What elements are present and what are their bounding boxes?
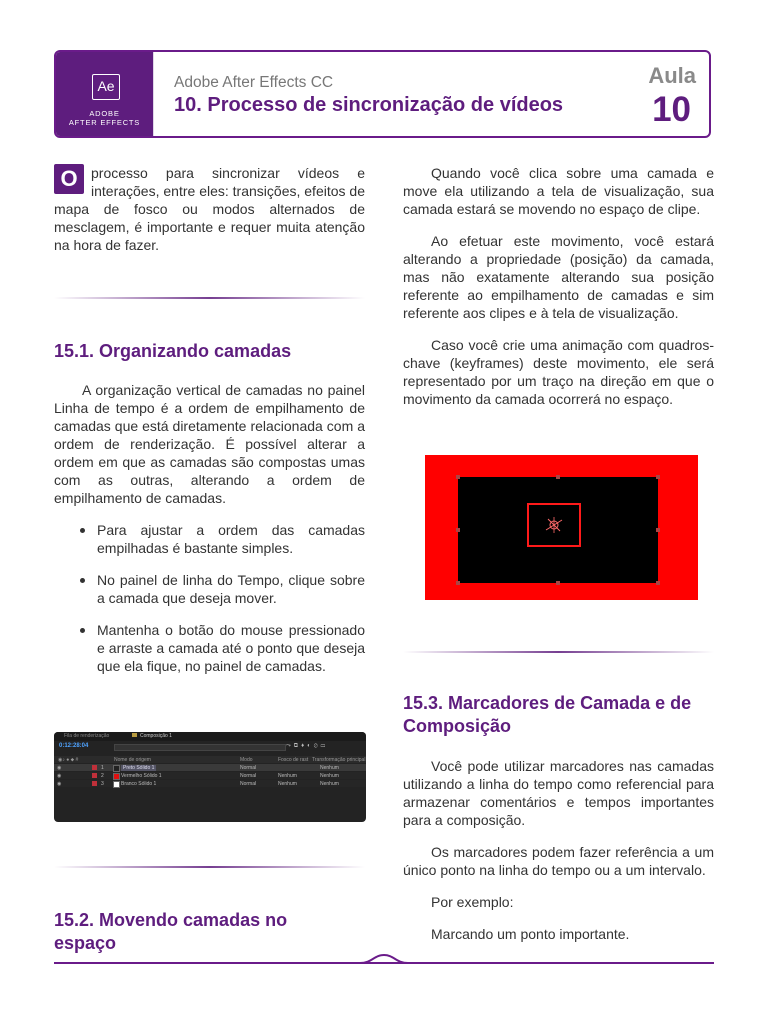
layer-number: 2 [101,773,104,779]
paragraph: Os marcadores podem fazer referência a um único ponto na linha do tempo ou a um intervalo. [403,844,714,878]
section-3-body [403,757,714,943]
layer-parent-select[interactable]: Nenhum [320,773,339,779]
section-1-body [54,381,365,689]
tab-render-queue: Fila de renderização [64,733,110,739]
tab-composition: Composição 1 [132,733,172,739]
transform-handle [556,475,560,479]
page-header [54,50,711,138]
section-divider [54,297,365,299]
transform-handle [456,475,460,479]
solid-color-swatch [113,781,120,788]
composition-preview [425,455,698,600]
timeline-panel-screenshot [54,732,366,822]
layer-name[interactable]: Preto Sólido 1 [123,765,155,771]
column-parent: Transformação principal [312,757,366,763]
bullet-dot-icon [80,578,85,583]
drop-cap: O [54,164,84,194]
transform-handle [656,475,660,479]
section-heading-15-1: 15.1. Organizando camadas [54,341,292,361]
layer-matte-select[interactable]: Nenhum [278,781,297,787]
composition-icon [132,733,137,737]
transform-handle [656,528,660,532]
logo-line-after-effects: AFTER EFFECTS [68,118,141,127]
timeline-search-input[interactable] [114,744,286,751]
column-mode: Modo [240,757,253,763]
bullet-list [54,521,365,675]
column-name: Nome de origem [114,757,151,763]
paragraph: Marcando um ponto importante. [431,926,630,942]
logo-caption [56,109,153,127]
paragraph: Por exemplo: [431,894,514,910]
layer-mode-select[interactable]: Normal [240,781,257,787]
transform-handle [656,581,660,585]
selected-layer-box [527,503,581,547]
after-effects-logo [56,52,153,136]
section-divider [54,866,365,868]
right-column-text [403,164,714,408]
visibility-eye-icon[interactable]: ◉ [57,765,62,771]
header-separator [153,52,154,136]
switches-icon: ◉♪ ● ⬥ # [58,757,79,763]
layer-number: 3 [101,781,104,787]
timeline-tabbar [54,732,366,741]
column-matte: Fosco de rast [278,757,309,763]
paragraph: Quando você clica sobre uma camada e move ela utilizando a tela de visualização, sua camada estará se movendo no espaço de clipe. [403,165,714,217]
section-heading-15-2: 15.2. Movendo camadas no espaço [54,910,288,953]
layer-mode-select[interactable]: Normal [240,765,257,771]
list-item: Para ajustar a ordem das camadas empilhadas é bastante simples. [54,521,365,557]
list-item: No painel de linha do Tempo, clique sobre a camada que deseja mover. [54,571,365,607]
bullet-dot-icon [80,628,85,633]
black-solid-layer [458,477,658,583]
section-divider [403,651,714,653]
timeline-toolbar-icons: ⤳⧉♦◐⊘▭ [286,743,329,749]
layer-matte-select[interactable]: Nenhum [278,773,297,779]
intro-paragraph [54,164,365,254]
table-row[interactable] [54,780,366,787]
section-heading-15-3: 15.3. Marcadores de Camada e de Composição [403,693,692,736]
list-item: Mantenha o botão do mouse pressionado e arraste a camada até o ponto que deseja que ela fique, no painel de camadas. [54,621,365,675]
label-color-swatch[interactable] [92,781,97,786]
transform-handle [556,581,560,585]
visibility-eye-icon[interactable]: ◉ [57,781,62,787]
solid-color-swatch [113,773,120,780]
paragraph: Você pode utilizar marcadores nas camadas utilizando a linha do tempo como referencial para armazenar comentários e tempos importantes para a composição. [403,758,714,828]
paragraph: Ao efetuar este movimento, você estará alterando a propriedade (posição) da camada, mas não exatamente alterando sua posição referente ao empilhamento de camadas e sim referente aos clipes e à tela de visualização. [403,233,714,321]
aula-label: Aula [648,63,696,88]
timeline-header-row [54,756,366,763]
app-name: Adobe After Effects CC [174,74,334,91]
layer-number: 1 [101,765,104,771]
layer-parent-select[interactable]: Nenhum [320,765,339,771]
label-color-swatch[interactable] [92,773,97,778]
paragraph: Caso você crie uma animação com quadros-chave (keyframes) deste movimento, ele será representado por um traço na direção em que o movimento da camada ocorrerá no espaço. [403,337,714,407]
label-color-swatch[interactable] [92,765,97,770]
footer-curve [360,952,408,964]
table-row[interactable] [54,764,366,771]
logo-line-adobe: ADOBE [89,109,120,118]
anchor-point-icon [529,505,579,545]
layer-mode-select[interactable]: Normal [240,773,257,779]
layer-name[interactable]: Branco Sólido 1 [121,781,157,787]
transform-handle [456,528,460,532]
intro-text: processo para sincronizar vídeos e interações, entre eles: transições, efeitos de mapa de fosco ou modos alternados de mesclagem, é importante e requer muita atenção na hora de fazer. [54,165,365,253]
table-row[interactable] [54,772,366,779]
layer-name[interactable]: Vermelho Sólido 1 [121,773,162,779]
visibility-eye-icon[interactable]: ◉ [57,773,62,779]
aula-number: 10 [652,90,691,129]
solid-color-swatch [113,765,120,772]
timecode: 0:12:28:04 [59,743,89,749]
layer-parent-select[interactable]: Nenhum [320,781,339,787]
bullet-dot-icon [80,528,85,533]
transform-handle [456,581,460,585]
ae-logo-icon: Ae [92,74,120,100]
lesson-title: 10. Processo de sincronização de vídeos [174,94,564,116]
section-1-paragraph: A organização vertical de camadas no painel Linha de tempo é a ordem de empilhamento de camadas que está diretamente relacionada com a ordem de renderização. É possível alterar a ordem em que as camadas são compostas umas com as outras, alterando a ordem de empilhamento de camadas. [54,382,365,506]
